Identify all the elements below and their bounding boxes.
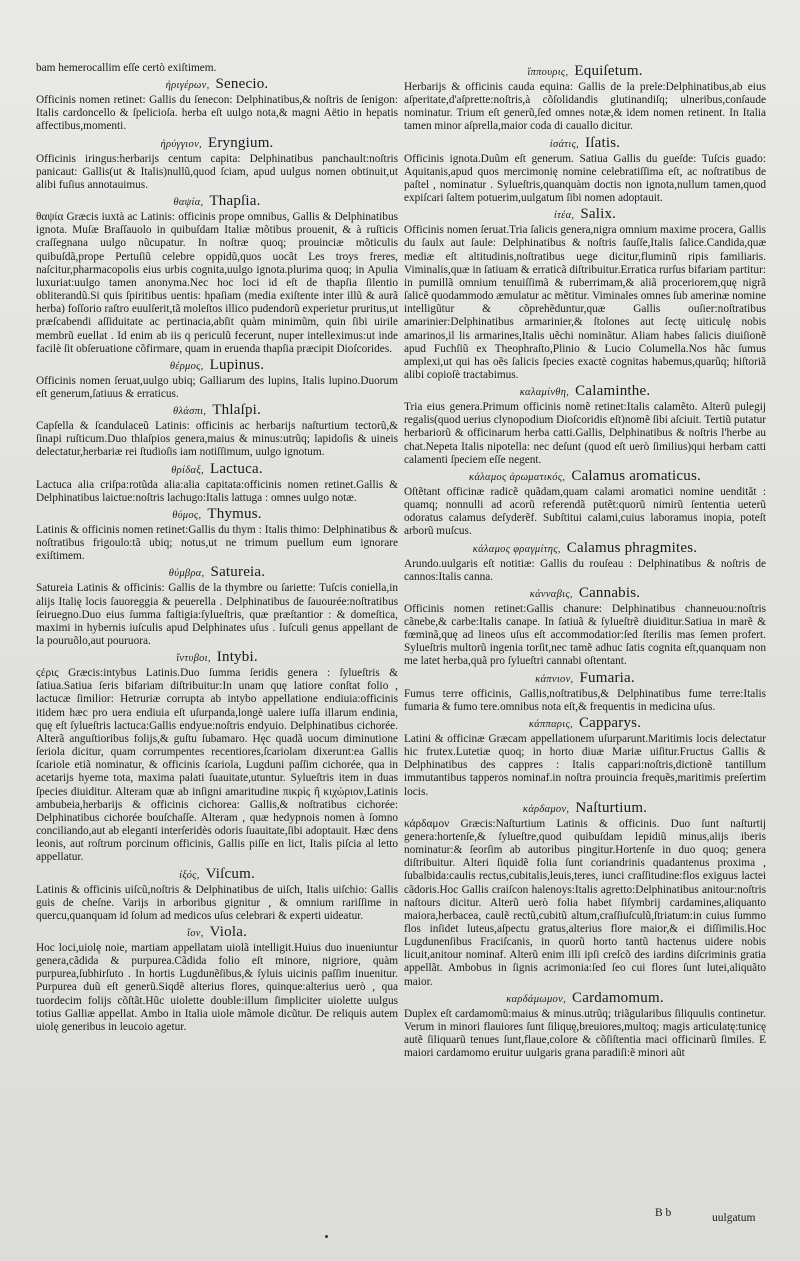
greek-name: κάνναβις, [529, 588, 573, 600]
entry-text: Officinis nomen retinet:Gallis chanure: Delphinatibus channeuou:noſtris cãnebe,& carbe:Italis canape. In ſatiuã & ſylueſtrẽ diuiditur.Satiua in marẽ & fœminã,quę ad lineos uſus eſt accommodatior:ſed ſterilis mas ſemen profert. Sylueſtris multorũ ingenia torſit,nec tamẽ adhuc ſatis cognita eſt,quanquam non me latet herba,quã pro ſylueſtri cannabi oſtentant. [404, 602, 766, 668]
entry-heading [36, 76, 398, 94]
entry-text: Fumus terre officinis, Gallis,noſtratibus,& Delphinatibus fume terre:Italis fumaria & fumo tere.omnibus nota eſt,& frequentis in medicina uſus. [404, 687, 766, 713]
entry-text: Tria eius genera.Primum officinis nomẽ retinet:Italis calamẽto. Alterũ pulegij regalis(quod uerius clynopodium Dioſcoridis eſt)nomẽ ſibi aſciuit. Tertiũ putatur herbariorũ & officinarum herba catti.Gallis, Delphinatibus & noſtris l'herbe au chat.Nepeta Italis nipotella: nec deſunt (quod eſt uerò ſimilius)qui herbam catti calamenti ſpeciem eſſe negent. [404, 401, 766, 466]
greek-name: θλάσπι, [173, 406, 207, 418]
entry-heading [404, 540, 766, 558]
latin-name: Calamus phragmites. [566, 539, 698, 556]
greek-name: ἰξός, [179, 869, 200, 881]
entry-heading [404, 670, 766, 688]
entry-heading [36, 564, 398, 582]
latin-name: Cardamomum. [572, 989, 664, 1006]
entry-heading [36, 506, 398, 524]
entry-text: Officinis ignota.Duũm eſt generum. Satiua Gallis du gueſde: Tuſcis guado: Aquitanis,apud quos mercimonię nomine celebratiſſima eſt, ac noſtratibus de paſtel , nominatur . Sylueſtris,quanquàm doctis non ignota,nullum tamen,quod expiſcari ſaltem potuerim,uulgatum ſibi nomen adoptauit. [404, 152, 766, 205]
latin-name: Cannabis. [578, 584, 641, 601]
entry-text: Duplex eſt cardamomũ:maius & minus.utrũq; triãgularibus ſiliquulis continetur. Verum in minori flauiores ſunt ſiliquę,breuiores,multoq; magis articulatę:tunicę autẽ ſiliquarũ tenues ſunt,flaue,colore & cõſiſtentia maci officinarũ ſimiles. E maiori cardamomo eruitur uulgaris grana paradiſi:ẽ minori aũt [404, 1007, 766, 1060]
greek-name: ἴον, [186, 927, 204, 939]
entry-heading [404, 800, 766, 818]
latin-name: Calamus aromaticus. [571, 467, 701, 484]
latin-name: Thlaſpi. [212, 402, 261, 419]
latin-name: Satureia. [210, 564, 266, 581]
entry-heading [404, 63, 766, 81]
entry-text: Herbarijs & officinis cauda equina: Gallis de la prele:Delphinatibus,ab eius aſperitate,d'aſprette:noſtris,à cõſolidandis glutinandiſq; ulneribus,conſaude nominatur. Trium eſt generũ,ſed omnes notæ,& idem nomen retinent. In Italia tamen minor aſprella,maior coda di cauallo dicitur. [404, 81, 766, 133]
latin-name: Eryngium. [207, 134, 274, 151]
latin-name: Intybi. [216, 649, 258, 666]
latin-name: Iſatis. [585, 134, 621, 151]
entry-text: Capſella & ſcandulaceũ Latinis: officinis ac herbarijs naſturtium tectorũ,& ſinapi ruſticum.Duo thlaſpios genera,maius & minus:utrũq; lapidoſis & uineis delectatur,herbariæ rei ſtudioſis iam notiſſimum, uulgo ignotum. [36, 420, 398, 459]
latin-name: Viola. [209, 923, 248, 940]
entry-heading [404, 206, 766, 224]
entry-text: ϛέρις Græcis:intybus Latinis.Duo ſumma ſeridis genera : ſylueſtris & ſatiua.Satiua ſeris bifariam diſtribuitur:In unam quę latiore conſtat folio , lactucæ ſimilior: Hetruriæ corrupta ab intybo appellatione endiuia:officinis itidem hæc pro uera endiuia eſt uſurpanda,longè ualere iuſſa illarum endinia, quę eſt ſylueſtris lactuca:Gallis endyue:noſtris endyuio. Delphinatibus cichorée. Alterã anguſtioribus folijs,& guſtu ſubamaro. Hęc quadã uocum diminutione ſeriola dicitur, quam corrumpentes recentiores,ſcariolam dixerunt:ea Gallis ſcariole etiã nominatur, & officinis ſcariola, Lugduni paſſim cichorée, qua in acetarijs hyeme tota, maxima palati ſuauitate,utuntur. Sylueſtris item in duas ſpecies diuiditur. Alteram quæ ab inſigni amaritudine πικρὶς ἢ κιχώριον,Latinis ambubeia,herbarijs & officinis cichorea: Gallis,& noſtratibus cichorée: Delphinatibus cichorée bouſchaſſe. Alteram , quæ hedypnois nomen à ſomno conciliando,aut ab eleganti interſeridès odoris ſuauitate,ſibi adoptauit. Hæc dens leonis, aut roſtrum porcinum officinis, Gallis piſſe en lict, Italis piſcia al letto appellatur. [36, 667, 398, 864]
greek-name: θαψία, [173, 197, 204, 209]
latin-name: Senecio. [215, 76, 269, 93]
entry-heading [36, 461, 398, 479]
latin-name: Viſcum. [205, 865, 255, 882]
entry-heading [36, 866, 398, 884]
greek-name: θύμβρα, [168, 568, 205, 580]
entry-text: Latinis & officinis uiſcũ,noſtris & Delphinatibus de uiſch, Italis uiſchio: Gallis guis de cheſne. Varijs in arboribus gignitur , & omnium rariſſime in quercu,quanquam id ſolum ad medicos uſus celebrari & experti uideatur. [36, 883, 398, 922]
latin-name: Calaminthe. [575, 383, 651, 400]
entry-text: Officinis nomen ſeruat,uulgo ubiq; Galliarum des lupins, Italis lupino.Duorum eſt generum,ſatiuus & erraticus. [36, 374, 398, 400]
latin-name: Salix. [580, 206, 617, 223]
greek-name: κάππαρις, [528, 718, 573, 730]
greek-name: θρίδαξ, [171, 464, 204, 476]
greek-name: θύμος, [172, 509, 202, 521]
entry-heading [404, 383, 766, 401]
ink-dot [325, 1235, 328, 1238]
latin-name: Lupinus. [209, 356, 265, 373]
entry-text: Satureia Latinis & officinis: Gallis de la thymbre ou ſariette: Tuſcis coniella,in alijs Italię locis ſauoreggia & peuerella . Delphinatibus de ſauourée:noſtratibus ſeiruegno.Duo eius ſumma faſtigia:ſylueſtris, quæ præſtantior : & domeſtica, maximi in hybernis iuſculis apud Delphinates uſus . Iuſculi genus appellant de la pouruõlo,aut pouruora. [36, 582, 398, 647]
latin-name: Fumaria. [579, 669, 635, 686]
entry-text: Officinis nomen retinet: Gallis du ſenecon: Delphinatibus,& noſtris de ſenigon: Italis cardoncello & ſpelicioſa. herba eſt uulgo nota,& magni Aëtio in hepatis affectibus,momenti. [36, 94, 398, 133]
entry-text: Oſtẽtant officinæ radicẽ quãdam,quam calami aromatici nomine uendităt : quamq; nonnulli ad acorũ referendã putẽt:quorũ nimirũ ſententia ueterũ odoratus calamus deſyderẽf. Subſtitui calami,cuius laboramus inopia, poteſt arborũ muſcus. [404, 485, 766, 538]
entry-heading [36, 135, 398, 153]
greek-name: ἠριγέρων, [165, 80, 210, 92]
entry-text: Lactuca alia criſpa:rotũda alia:alia capitata:officinis nomen retinet.Gallis & Delphinatibus laictue:noſtris lachugo:Italis lattuga : omnes uulgo notæ. [36, 478, 398, 504]
greek-name: ἵππουρις, [527, 67, 569, 78]
right-column [404, 62, 766, 1252]
entry-text: κάρδαμον Græcis:Naſturtium Latinis & officinis. Duo ſunt naſturtij genera:hortenſe,& ſylueſtre,quod quibuſdam lepidiũ minus,alijs iberis nominatur:& ſeorſim ab autoribus pingitur.Hortenſe in duo quoq; genera diſtribuitur. Alteri ſiquidẽ folia ſunt coriandrinis quadantenus proxima , ſubalbida:caulis rectus,cubitalis,leuis,teres, iunci craſſitudine:flos exiguus lactei cãdoris.Hoc Gallis craiſcon halenoys:Italis agretto:Delphinatibus anitour:noſtris naſtours dicitur. Alterũ uerò folia habet ſiſymbrij cardamines,aliquanto maiora,herbacea, caulẽ rectũ,cubitũ altum,craſſiuſculũ,ſtriatum:in cuius ſummo flos inſidet luteus,aſpectu gratus,alterius flore maior,& ei diſſimilis.Hoc Lugdunenſibus Fraciſcanis, in quorũ horto tantũ hactenus uidere nobis licuit,anitour nominaf. Alterũ enim illi ipſi creſcõ des iardins diſcriminis gratia appellãt. Ambobus in ſignis acrimonia:ſed ſeo cui flores ſunt lutei,aliquãto maior. [404, 817, 766, 988]
latin-name: Naſturtium. [575, 799, 648, 816]
entry-text: bam hemerocallim eſſe certò exiſtimem. [36, 62, 217, 74]
left-column [36, 62, 398, 1252]
entry-heading [404, 468, 766, 486]
entry-text: Hoc loci,uiolę noie, martiam appellatam uiolã intelligit.Huius duo inueniuntur genera,cãdida & purpurea.Cãdida folio eſt minore, nigriore, quàm purpurea,ſubhirſuto . In hortis Lugdunẽſibus,& ſyluis uicinis paſſim inuenitur. Purpurea duũ eſt generũ.Siqdẽ alterius flores, quinque:alterius uerò , qua tuordecim folijs cõſtãt.Hũc uiolette double:illum ſimpliciter uiolette uulgus totius Galliæ appellat. Ambo in Italia uiole mãmole dicũtur. De reliquis autem uiolę generibus in leucoio agetur. [36, 941, 398, 1033]
entry-text: Latini & officinæ Græcam appellationem uſurparunt.Maritimis locis delectatur hic frutex.Lutetiæ quoq; in horto diuæ Mariæ uiſitur.Fructus Gallis & Delphinatibus des cappres : Italis cappari:noſtris,dictionẽ tantillum immutantibus tapperos nominaf.in noſtra prouincia frequẽs,maritimis preſertim locis. [404, 732, 766, 798]
catchword: uulgatum [712, 1212, 756, 1224]
entry-text: Arundo.uulgaris eſt notitiæ: Gallis du rouſeau : Delphinatibus & noſtris de cannos:Italis canna. [404, 557, 766, 583]
entry-text: Officinis nomen ſeruat.Tria ſalicis genera,nigra omnium maxime procera, Gallis du ſaulx aut ſaule: Delphinatibus & noſtris ſauſſe,Italis ſalice.Candida,quæ mediæ eſt altitudinis,noſtratibus uege dicitur,fluminũ ripis familiaris. Viminalis,quæ in ſatiuam & erraticã diſtribuitur.Erratica rurſus bifariam partitur: in pumillã omnium tenuiſſimã & ruberrimam,& aliã proceriorem,quę nigrã ſalicẽ quodammodo æmulatur ac mẽtitur. Viminales omnes ſub amerinæ nomine intelligũtur & cõprehẽduntur,quæ Gallis ouſier:noſtratibus amarinier:Delphinatibus armarinier,& ſtolones aut ſectę uiticulę nobis amarinos,il lis armarines,Italis uẽchi nominãtur. Aliam habes ſalicis diuiſionẽ apud Fuchſiũ ex Theophraſto,Plinio & Lucio Columella.Nos hãc ſumus amplexi,ut qui has oẽs ſalicis ſpecies exactè cognitas habemus,quarũq; hiſtoriã alibi copioſè tractabimus. [404, 224, 766, 381]
entry-heading [36, 193, 398, 211]
entry-heading [404, 135, 766, 153]
entry-heading [404, 990, 766, 1008]
greek-name: κάρδαμον, [522, 803, 570, 815]
greek-name: ἰσάτις, [549, 138, 580, 150]
entry-heading [404, 585, 766, 603]
latin-name: Thymus. [207, 505, 262, 522]
entry-heading [36, 402, 398, 420]
greek-name: κάλαμος φραγμίτης, [472, 543, 561, 555]
signature-mark: B b [655, 1207, 672, 1219]
greek-name: ἰτέα, [553, 210, 575, 222]
entry-text: Officinis iringus:herbarijs centum capita: Delphinatibus panchault:noſtris panicaut: Gallis(ut & Italis)nullũ,quod ſciam, apud uulgus nomen obtinuit,ut alibi fuſius annotauimus. [36, 152, 398, 191]
entry-text: Latinis & officinis nomen retinet:Gallis du thym : Italis thimo: Delphinatibus & noſtratibus frigoulo:tã ubiq; notus,ut ne trimum puellum eum ignorare exiſtimem. [36, 523, 398, 563]
entry-heading [36, 924, 398, 942]
entry-heading [404, 715, 766, 733]
entry-heading [36, 649, 398, 667]
latin-name: Capparys. [578, 714, 642, 731]
greek-name: ἴντυβοι, [176, 653, 211, 665]
greek-name: κάπνιον, [535, 673, 574, 685]
latin-name: Thapſia. [209, 193, 261, 210]
greek-name: ἠρύγγιον, [160, 138, 202, 150]
entry-heading [36, 357, 398, 375]
latin-name: Lactuca. [209, 460, 263, 477]
latin-name: Equiſetum. [574, 63, 643, 79]
greek-name: θέρμος, [169, 360, 204, 372]
entry-text: θαψία Græcis iuxtà ac Latinis: officinis prope omnibus, Gallis & Delphinatibus ignota. Muſæ Braſſauolo in quibuſdam Italiæ mõtibus prouenit, & à ruſticis craſſegnana uulgo nũcupatur. In noſtræ quoq; prouinciæ mõticulis quibuſdã,prope Pertuſiũ celebre oppidũ,quos uocãt Les troys freres, naſcitur,pharmacopolis eius urbis cognita,uulgo ignota.plurima quoq; in Apulia luxuriat:uulgo tamen anonyma.Nec hoc loci id eſt de thapſia ſilentio obliterandũ.Si quis ſpiritibus uentis: hpaſiam (media exiſtente inter illũ & aurã herba) foſſorio raſtro euulſerit,tã moleſtos illico pudendorũ experietur pruritus,ut præſcabendi aſſiduitate ac pertinacia,abſit quàm minimũm, quin ſibi uirile membrũ euellat . Id enim ab iis q periculũ fecerunt, nuper intelleximus:ut inde facilè ſit obſeruatione cõfirmare, quam in eruenda thapſia præcipit Dioſcorides. [36, 211, 398, 355]
greek-name: καρδάμωμον, [506, 993, 566, 1005]
greek-name: κάλαμος ἀρωματικός, [469, 471, 566, 483]
greek-name: καλαμίνθη, [519, 387, 570, 399]
